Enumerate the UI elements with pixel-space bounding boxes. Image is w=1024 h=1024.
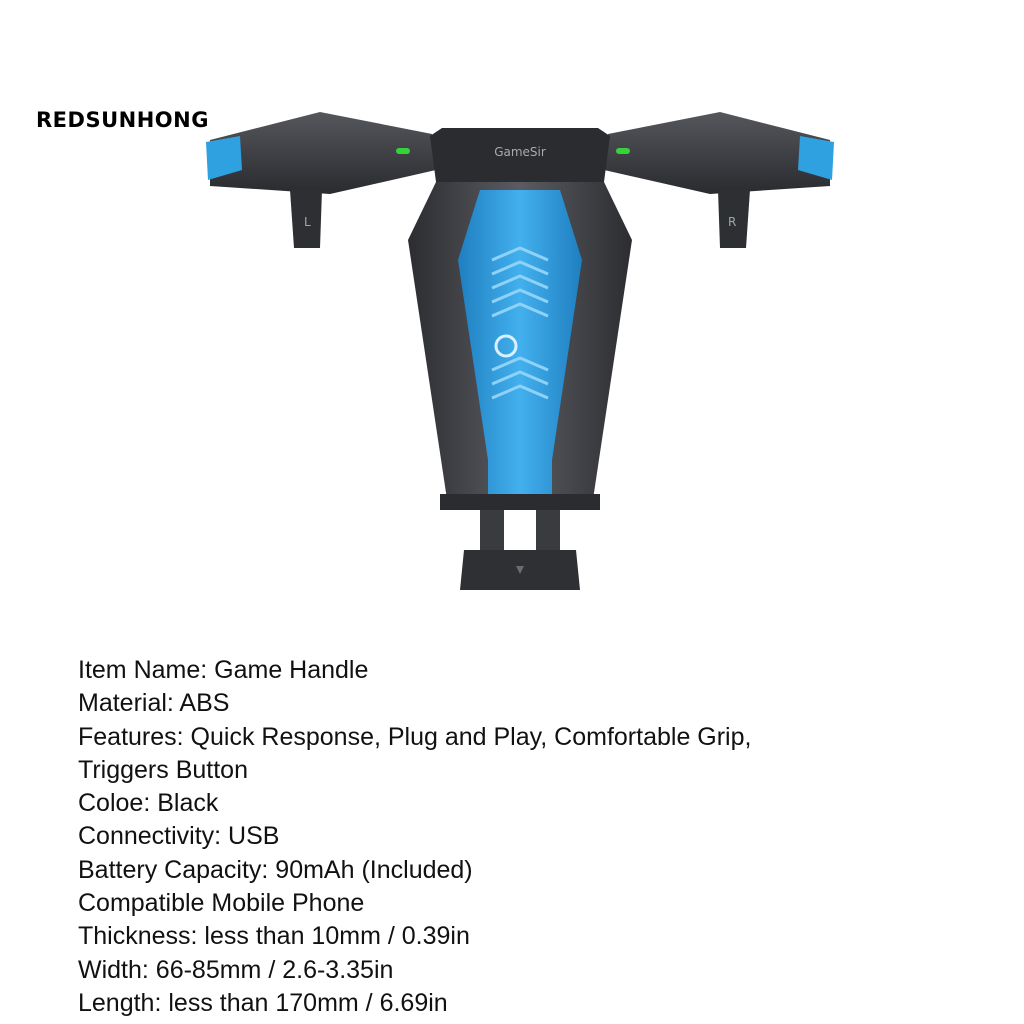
gamesir-logo: GameSir <box>494 145 546 159</box>
spec-item: Battery Capacity: 90mAh (Included) <box>78 855 473 884</box>
spec-item: Length: less than 170mm / 6.69in <box>78 988 448 1017</box>
left-trigger-label: L <box>304 215 311 229</box>
spec-item: Compatible Mobile Phone <box>78 889 365 918</box>
right-wing <box>604 112 834 248</box>
right-led-icon <box>616 148 630 154</box>
spec-item: Triggers Button <box>78 755 248 784</box>
spec-item: Item Name: Game Handle <box>78 656 369 684</box>
spec-item: Width: 66-85mm / 2.6-3.35in <box>78 955 394 984</box>
brand-logo: REDSUNHONG <box>36 108 209 132</box>
left-led-icon <box>396 148 410 154</box>
game-handle-image <box>180 90 860 610</box>
left-wing <box>206 112 436 248</box>
spec-list <box>78 654 978 1020</box>
spec-item: Features: Quick Response, Plug and Play, Comfortable Grip, <box>78 722 752 751</box>
right-trigger-label: R <box>728 215 737 229</box>
spec-item: Thickness: less than 10mm / 0.39in <box>78 922 470 951</box>
spec-item: Connectivity: USB <box>78 822 280 851</box>
spec-item: Material: ABS <box>78 689 230 718</box>
spec-item: Coloe: Black <box>78 789 219 818</box>
